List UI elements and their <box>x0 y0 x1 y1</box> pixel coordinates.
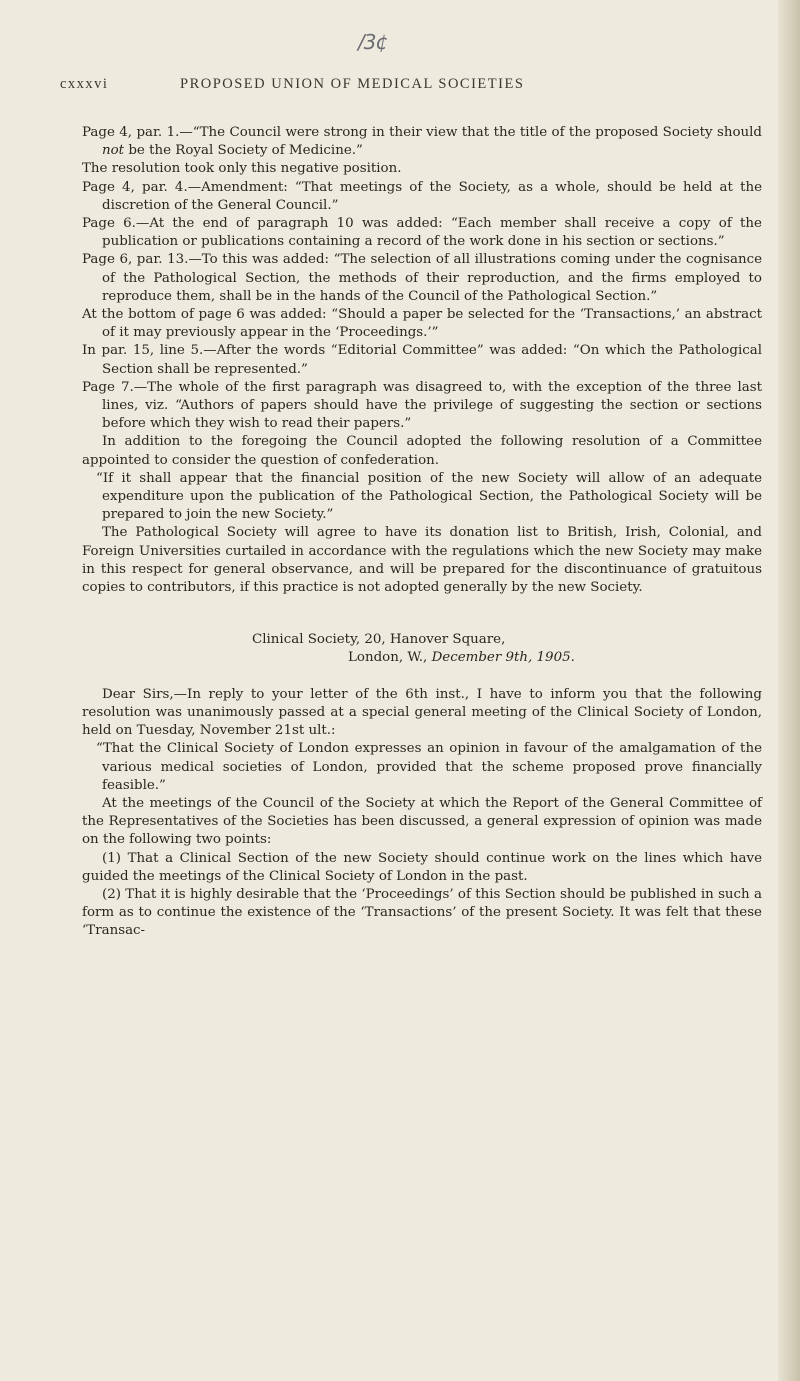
amendment-paragraph: Page 4, par. 4.—Amendment: “That meetings of the Society, as a whole, should be held at the discretion of the General Council.” <box>82 179 762 213</box>
letter-address-line: Clinical Society, 20, Hanover Square, <box>252 632 506 648</box>
quoted-resolution: “If it shall appear that the financial position of the new Society will allow of an adequate expenditure upon the publication of the Pathological Section, the Pathological Society will be prepared to join the new Society.” <box>96 470 762 523</box>
amendment-paragraph: The resolution took only this negative position. <box>82 161 402 177</box>
running-title: PROPOSED UNION OF MEDICAL SOCIETIES <box>180 76 525 92</box>
letter-date: December 9th, 1905. <box>431 650 575 666</box>
emphasis-text: not <box>102 143 125 159</box>
page-number: cxxxvi <box>60 76 109 92</box>
amendment-paragraph: Page 4, par. 1.—“The Council were strong in their view that the title of the proposed Society should not be the Royal Society of Medicine.” <box>82 125 762 159</box>
letter-paragraph: At the meetings of the Council of the Society at which the Report of the General Committee of the Representatives of the Societies has been discussed, a general expression of opinion was made on the following two points: <box>82 795 762 848</box>
letter-paragraph: Dear Sirs,—In reply to your letter of the 6th inst., I have to inform you that the following resolution was unanimously passed at a special general meeting of the Clinical Society of London, held on Tuesday, November 21st ult.: <box>82 686 762 739</box>
page-edge-binding <box>778 0 800 1381</box>
letter-paragraph: (2) That it is highly desirable that the ‘Proceedings’ of this Section should be published in such a form as to continue the existence of the ‘Transactions’ of the present Society. It was felt that these ‘Transac- <box>82 886 762 939</box>
letter-paragraph: (1) That a Clinical Section of the new Society should continue work on the lines which have guided the meetings of the Clinical Society of London in the past. <box>82 850 762 884</box>
running-header <box>60 76 770 93</box>
amendment-paragraph: Page 7.—The whole of the first paragraph was disagreed to, with the exception of the three last lines, viz. “Authors of papers should have the privilege of suggesting the section or sections before which they wish to read their papers.” <box>82 379 762 432</box>
amendment-paragraph: The Pathological Society will agree to have its donation list to British, Irish, Colonial, and Foreign Universities curtailed in accordance with the regulations which the new Society may make in this respect for general observance, and will be prepared for the discontinuance of gratuitous copies to contributors, if this practice is not adopted generally by the new Society. <box>82 525 762 596</box>
amendment-paragraph: Page 6, par. 13.—To this was added: “The selection of all illustrations coming under the cognisance of the Pathological Section, the methods of their reproduction, and the firms employed to reproduce them, shall be in the hands of the Council of the Pathological Section.” <box>82 252 762 304</box>
letter-address-line: London, W., December 9th, 1905. <box>348 650 575 666</box>
amendment-paragraph: At the bottom of page 6 was added: “Should a paper be selected for the ‘Transactions,’ an abstract of it may previously appear in the ‘Proceedings.’” <box>82 307 762 341</box>
amendment-paragraph: In par. 15, line 5.—After the words “Editorial Committee” was added: “On which the Pathological Section shall be represented.” <box>82 343 762 377</box>
amendment-paragraph: Page 6.—At the end of paragraph 10 was added: “Each member shall receive a copy of the publication or publications containing a record of the work done in his section or sections.” <box>82 216 762 250</box>
page-body <box>82 124 762 941</box>
pencil-annotation: /3¢ <box>358 30 388 54</box>
quoted-resolution: “That the Clinical Society of London expresses an opinion in favour of the amalgamation of the various medical societies of London, provided that the scheme proposed prove financially feasible.” <box>96 741 762 793</box>
amendment-paragraph: In addition to the foregoing the Council adopted the following resolution of a Committee appointed to consider the question of confederation. <box>82 434 762 468</box>
